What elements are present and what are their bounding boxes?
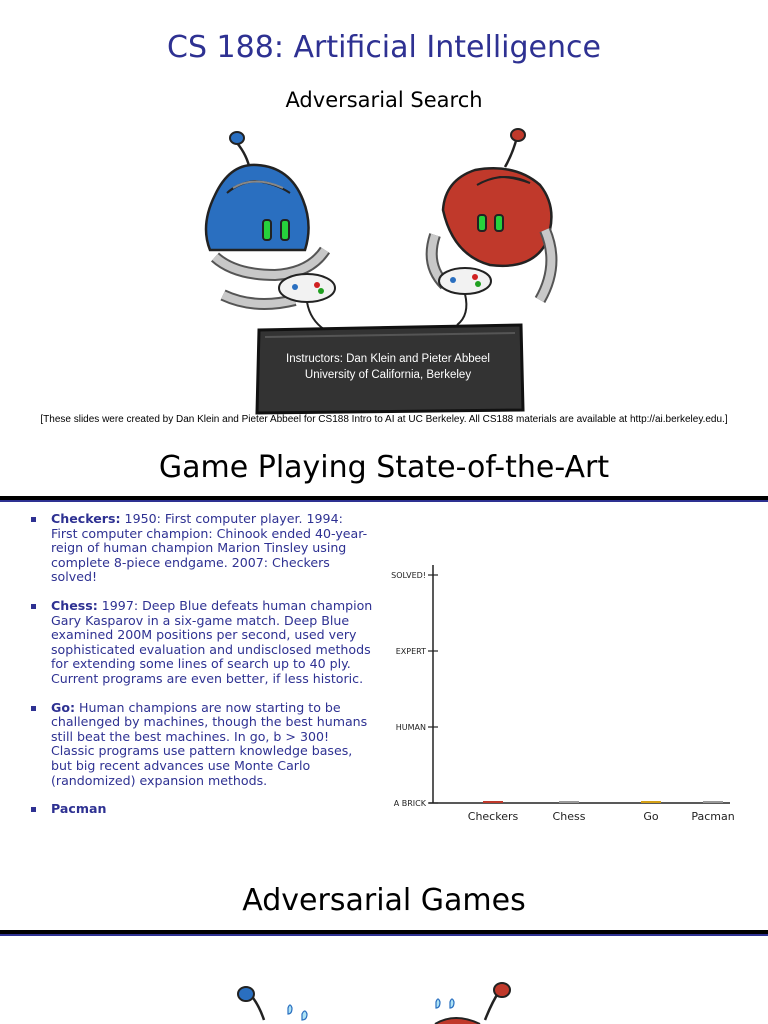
x-tick-label: Checkers: [467, 810, 519, 823]
credit-note: [These slides were created by Dan Klein and Pieter Abbeel for CS188 Intro to AI at UC Berkeley. All CS188 materials are available at http://ai.berkeley.edu.]: [40, 414, 728, 425]
slide1-title: CS 188: Artificial Intelligence: [167, 30, 601, 65]
bullet-chess: [28, 599, 373, 687]
bullet-list: [28, 512, 373, 831]
robots-peek-illustration: [230, 980, 530, 1024]
red-robot-icon: [435, 983, 510, 1024]
bullet-marker: [31, 604, 36, 609]
x-tick-label: Chess: [552, 810, 586, 823]
blue-robot-icon: [206, 132, 335, 330]
bar-go: [641, 801, 661, 803]
bullet-text: 1997: Deep Blue defeats human champion Gary Kasparov in a six-game match. Deep Blue examined 200M positions per second, used very sophisticated evaluation and undisclosed methods for extending some lines of search up to 40 ply. Current programs are even better, if less historic.: [51, 597, 373, 686]
bullet-go: [28, 701, 373, 789]
instructors-line: Instructors: Dan Klein and Pieter Abbeel: [286, 353, 490, 365]
bullet-text: 1950: First computer player. 1994: First computer champion: Chinook ended 40-year-reign of human champion Marion Tinsley using complete 8-piece endgame. 2007: Checkers solved!: [51, 511, 368, 585]
bullet-term: Pacman: [51, 801, 107, 817]
bar-chess: [559, 801, 579, 803]
bar-checkers: [483, 801, 503, 803]
instructors-block: [270, 351, 506, 383]
bullet-term: Checkers:: [51, 511, 121, 526]
blue-robot-icon: [238, 987, 307, 1020]
bullet-text: Human champions are now starting to be challenged by machines, though the best humans still beat the best machines. In go, b > 300! Classic programs use pattern knowledge bases, but big recent advances use Monte Carlo (randomized) expansion methods.: [51, 699, 368, 788]
y-tick-label: A BRICK: [393, 799, 426, 808]
bullet-pacman: [28, 802, 373, 817]
y-tick-label: EXPERT: [395, 647, 426, 656]
x-tick-label: Pacman: [691, 810, 735, 823]
slide2-title: Game Playing State-of-the-Art: [158, 450, 610, 485]
slide3-title: Adversarial Games: [242, 883, 526, 918]
progress-chart: [380, 555, 760, 830]
slide1-subtitle: Adversarial Search: [285, 88, 483, 112]
red-robot-icon: [432, 129, 552, 325]
y-tick-label: HUMAN: [395, 723, 426, 732]
bullet-term: Chess:: [51, 597, 98, 613]
university-line: University of California, Berkeley: [304, 369, 472, 381]
bullet-checkers: [28, 512, 373, 585]
bullet-term: Go:: [51, 699, 76, 715]
y-tick-label: SOLVED!: [391, 571, 426, 580]
bar-pacman: [703, 801, 723, 803]
x-tick-label: Go: [643, 810, 659, 823]
bullet-marker: [31, 517, 36, 522]
bullet-marker: [31, 807, 36, 812]
bullet-marker: [31, 706, 36, 711]
title-rule: [0, 930, 768, 936]
title-rule: [0, 496, 768, 502]
